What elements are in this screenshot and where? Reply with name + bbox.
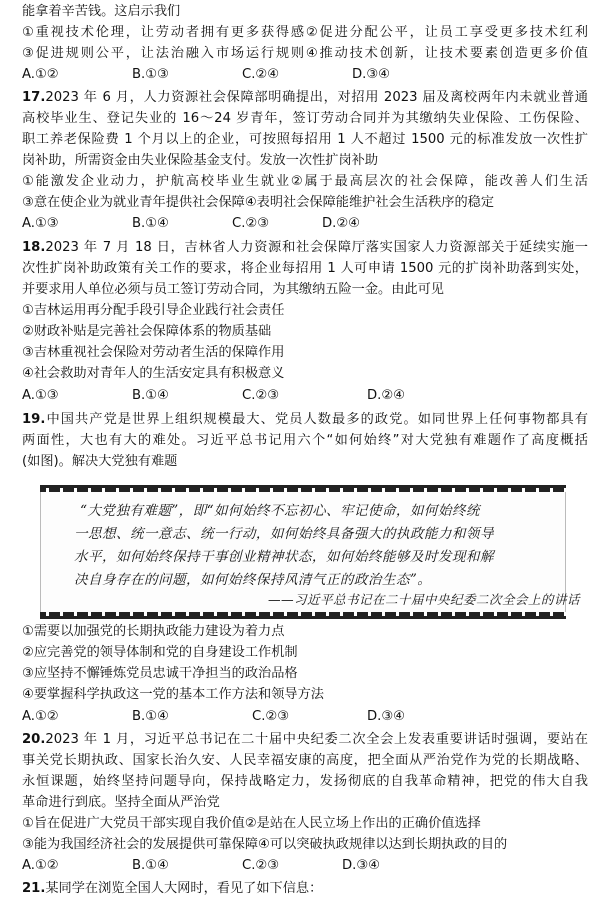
option-a: A.①② — [22, 67, 59, 82]
option-b: B.①④ — [132, 858, 169, 873]
text-line: 次性扩岗补助政策有关工作的要求，将企业每招用 1 人可申请 1500 元的扩岗补助落到实处， — [22, 261, 588, 276]
figure-text-line: 决自身存在的问题，如何始终保持风清气正的政治生态”。 — [74, 572, 432, 588]
option-b: B.①③ — [132, 67, 169, 82]
question-number: 20. — [22, 732, 46, 747]
choice-line: ③吉林重视社会保险对劳动者生活的保障作用 — [22, 345, 285, 360]
option-a: A.①② — [22, 709, 59, 724]
question-number: 18. — [22, 240, 46, 255]
text-line: 永恒课题，始终坚持问题导向，保持战略定力，发扬彻底的自我革命精神，把党的伟大自我 — [22, 774, 588, 789]
question-number: 17. — [22, 90, 46, 105]
question-number: 19. — [22, 412, 46, 427]
question-18-stem — [22, 238, 588, 259]
choice-line: ③意在使企业为就业青年提供社会保障④表明社会保障能维护社会生活秩序的稳定 — [22, 195, 495, 210]
text-line: 两面性，大也有大的难处。习近平总书记用六个“如何始终”对大党独有难题作了高度概括 — [22, 433, 588, 448]
text-line: 2023 年 6 月，人力资源社会保障部明确提出，对招用 2023 届及离校两年内未就业普通 — [45, 90, 588, 105]
question-21-stem — [22, 879, 322, 900]
choice-line: ③应坚持不懈锤炼党员忠诚干净担当的政治品格 — [22, 666, 298, 681]
option-c: C.②③ — [242, 858, 280, 873]
figure-border-bottom — [40, 612, 566, 616]
text-line: 职工养老保险费 1 个月以上的企业，可按照每招用 1 人不超过 1500 元的标准发放一次性扩 — [22, 132, 588, 147]
text-line: 高校毕业生、登记失业的 16～24 岁青年，签订劳动合同并为其缴纳失业保险、工伤保险、 — [22, 111, 588, 126]
option-a: A.①③ — [22, 216, 59, 231]
choice-line: ①需要以加强党的长期执政能力建设为着力点 — [22, 624, 285, 639]
choice-line: ①旨在促进广大党员干部实现自我价值②是站在人民立场上作出的正确价值选择 — [22, 816, 481, 831]
figure-border-top — [40, 488, 566, 492]
option-a: A.①② — [22, 858, 59, 873]
option-d: D.③④ — [367, 709, 405, 724]
text-line: ③促进规则公平，让法治融入市场运行规则④推动技术创新，让技术要素创造更多价值 — [22, 46, 588, 61]
text-line: 某同学在浏览全国人大网时，看见了如下信息： — [45, 881, 323, 896]
choice-line: ④社会救助对青年人的生活安定具有积极意义 — [22, 366, 285, 381]
figure-text-line: 一思想、统一意志、统一行动，如何始终具备强大的执政能力和领导 — [74, 526, 494, 542]
option-d: D.③④ — [342, 858, 380, 873]
choice-line: ③能为我国经济社会的发展提供可靠保障④可以突破执政规律以达到长期执政的目的 — [22, 837, 508, 852]
choice-line: ②应完善党的领导体制和党的自身建设工作机制 — [22, 645, 298, 660]
choice-line: ④要掌握科学执政这一党的基本工作方法和领导方法 — [22, 687, 324, 702]
option-c: C.②③ — [252, 709, 290, 724]
quote-figure — [40, 485, 580, 619]
choice-line: ①能激发企业动力，护航高校毕业生就业②属于最高层次的社会保障，能改善人们生活 — [22, 174, 588, 189]
text-line: 中国共产党是世界上组织规模最大、党员人数最多的政党。如同世界上任何事物都具有 — [45, 412, 588, 427]
figure-text-line: 水平，如何始终保持干事创业精神状态，如何始终能够及时发现和解 — [74, 549, 494, 565]
question-19-stem — [22, 410, 588, 431]
option-b: B.①④ — [132, 709, 169, 724]
text-line: 2023 年 7 月 18 日，吉林省人力资源和社会保障厅落实国家人力资源部关于延续实施一 — [45, 240, 588, 255]
question-17-stem — [22, 88, 588, 109]
text-line: (如图)。解决大党独有难题 — [22, 454, 178, 469]
option-a: A.①③ — [22, 388, 59, 403]
text-line: 岗补助，所需资金由失业保险基金支付。发放一次性扩岗补助 — [22, 153, 379, 168]
option-b: B.①④ — [132, 388, 169, 403]
question-20-stem — [22, 730, 588, 751]
option-d: D.②④ — [322, 216, 360, 231]
question-number: 21. — [22, 881, 46, 896]
option-c: C.②③ — [232, 216, 270, 231]
figure-source: ——习近平总书记在二十届中央纪委二次全会上的讲话 — [268, 592, 580, 607]
text-line: 能拿着辛苦钱。这启示我们 — [22, 4, 181, 19]
option-d: D.③④ — [352, 67, 390, 82]
option-c: C.②③ — [242, 388, 280, 403]
text-line: 革命进行到底。坚持全面从严治党 — [22, 795, 220, 810]
text-line: 2023 年 1 月，习近平总书记在二十届中央纪委二次全会上发表重要讲话时强调，要站在 — [45, 732, 588, 747]
option-d: D.②④ — [367, 388, 405, 403]
choice-line: ①吉林运用再分配手段引导企业践行社会责任 — [22, 303, 285, 318]
choice-line: ②财政补贴是完善社会保障体系的物质基础 — [22, 324, 272, 339]
text-line: ①重视技术伦理，让劳动者拥有更多获得感②促进分配公平，让员工享受更多技术红利 — [22, 25, 588, 40]
text-line: 事关党长期执政、国家长治久安、人民幸福安康的高度，把全面从严治党作为党的长期战略、 — [22, 753, 588, 768]
text-line: 并要求用人单位必须与员工签订劳动合同，为其缴纳五险一金。由此可见 — [22, 282, 444, 297]
option-b: B.①④ — [132, 216, 169, 231]
figure-text-line: “大党独有难题”，即“如何始终不忘初心、牢记使命，如何始终统 — [80, 503, 480, 519]
option-c: C.②④ — [242, 67, 280, 82]
